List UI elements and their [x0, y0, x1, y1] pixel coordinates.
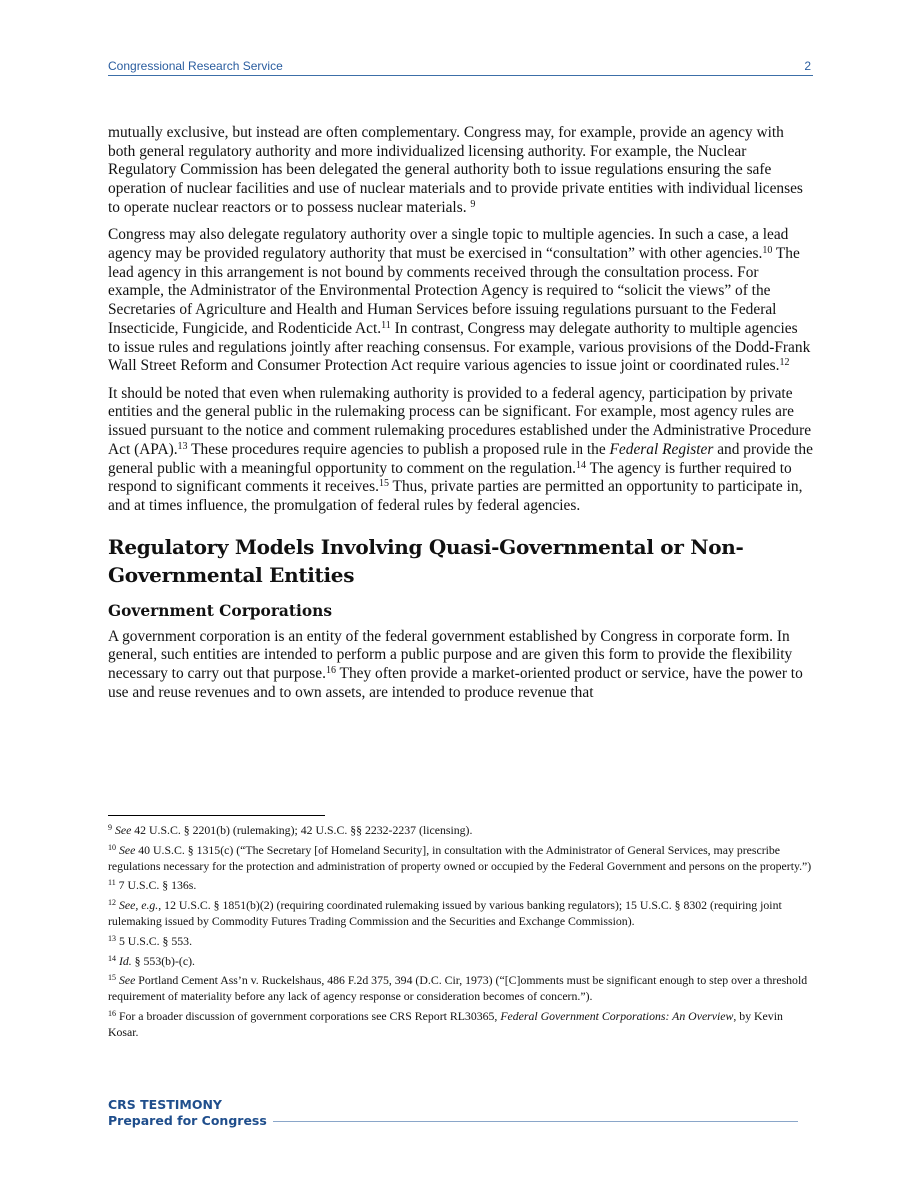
header-source: Congressional Research Service [108, 59, 283, 73]
footnote-ref-12[interactable]: 12 [779, 357, 790, 369]
footnote-ref-10[interactable]: 10 [762, 245, 773, 257]
footnote-10: $^{10}$ See 40 U.S.C. § 1315(c) (“The Secretary [of Homeland Security], in consultation with the Administrator of General Services, may prescribe regulations necessary for the protection and administration of property owned or occupied by the Federal Government and persons on the property.”) [108, 842, 812, 873]
section-heading: Regulatory Models Involving Quasi-Governmental or Non- Governmental Entities [108, 534, 744, 587]
main-body [108, 124, 813, 711]
paragraph-4: A government corporation is an entity of the federal government established by Congress in corporate form. In general, such entities are intended to perform a public purpose and are given this form to provide the flexibility necessary to carry out that purpose.$^{16}$ They often provide a market-oriented product or service, have the power to use and reuse revenues and to own assets, are intended to produce revenue that [108, 627, 803, 701]
footnote-14: $^{14}$ Id. § 553(b)-(c). [108, 953, 195, 968]
paragraph-1: mutually exclusive, but instead are often complementary. Congress may, for example, provide an agency with both general regulatory authority and more individualized licensing authority. For example, the Nuclear Regulatory Commission has been delegated the general authority both to issue regulations ensuring the safe operation of nuclear facilities and use of nuclear materials and to provide private entities with individual licenses to operate nuclear reactors or to possess nuclear materials. $^9$ [108, 124, 803, 216]
footnote-13: $^{13}$ 5 U.S.C. § 553. [108, 933, 193, 948]
page-footer [108, 1097, 798, 1129]
footnote-ref-16[interactable]: 16 [325, 665, 336, 677]
page-header [108, 58, 813, 76]
footnote-9: $^9$ See 42 U.S.C. § 2201(b) (rulemaking); 42 U.S.C. §§ 2232-2237 (licensing). [108, 823, 473, 837]
footnote-ref-11[interactable]: 11 [381, 319, 391, 331]
footnote-ref-13[interactable]: 13 [177, 440, 188, 452]
paragraph-3: It should be noted that even when rulemaking authority is provided to a federal agency, participation by private entities and the general public in the rulemaking process can be significant. For example, most agency rules are issued pursuant to the notice and comment rulemaking procedures established under the Administrative Procedure Act (APA).$^{13}$ These procedures require agencies to publish a proposed rule in the Federal Register and provide the general public with a meaningful opportunity to comment on the regulation.$^{14}$ The agency is further required to respond to significant comments it receives.$^{15}$ Thus, private parties are permitted an opportunity to participate in, and at times influence, the promulgation of federal rules by federal agencies. [108, 384, 813, 514]
footer-crs-testimony: CRS TESTIMONY [108, 1097, 222, 1112]
subsection-heading: Government Corporations [108, 601, 332, 620]
footer-line-2 [108, 1113, 798, 1129]
footnote-ref-15[interactable]: 15 [378, 478, 389, 490]
footer-prepared-for-congress: Prepared for Congress [108, 1113, 267, 1128]
italic-report-title: Federal Government Corporations: An Overview [500, 1008, 734, 1023]
footer-rule [273, 1121, 798, 1122]
footnote-15: $^{15}$ See Portland Cement Ass’n v. Ruckelshaus, 486 F.2d 375, 394 (D.C. Cir, 1973) (“[C]omments must be significant enough to step over a threshold requirement of materiality before any lack of agency response or consideration becomes of concern.”). [108, 973, 808, 1004]
footnote-12: $^{12}$ See, e.g., 12 U.S.C. § 1851(b)(2) (requiring coordinated rulemaking issued by various banking regulators); 15 U.S.C. § 8302 (requiring joint rulemaking issued by Commodity Futures Trading Commission and the Securities and Exchange Commission). [108, 898, 782, 928]
footnotes [108, 823, 813, 1045]
page-number: 2 [804, 59, 811, 73]
paragraph-2: Congress may also delegate regulatory authority over a single topic to multiple agencies. In such a case, a lead agency may be provided regulatory authority that must be exercised in “consultation” with other agencies.$^{10}$ The lead agency in this arrangement is not bound by comments received through the consultation process. For example, the Administrator of the Environmental Protection Agency is required to “solicit the views” of the Secretaries of Agriculture and Health and Human Services before issuing regulations pursuant to the Federal Insecticide, Fungicide, and Rodenticide Act.$^{11}$ In contrast, Congress may delegate authority to multiple agencies to issue rules and regulations jointly after reaching consensus. For example, various provisions of the Dodd-Frank Wall Street Reform and Consumer Protection Act require various agencies to issue joint or coordinated rules.$^{12}$ [108, 226, 811, 375]
footnote-ref-9[interactable]: 9 [470, 198, 476, 210]
footnote-11: $^{11}$ 7 U.S.C. § 136s. [108, 878, 197, 893]
italic-federal-register: Federal Register [609, 440, 714, 458]
footnote-ref-14[interactable]: 14 [576, 459, 587, 471]
footnote-divider [108, 815, 325, 816]
footnote-16: $^{16}$ For a broader discussion of government corporations see CRS Report RL30365, Federal Government Corporations: An Overview, by Kevin Kosar. [108, 1008, 783, 1039]
